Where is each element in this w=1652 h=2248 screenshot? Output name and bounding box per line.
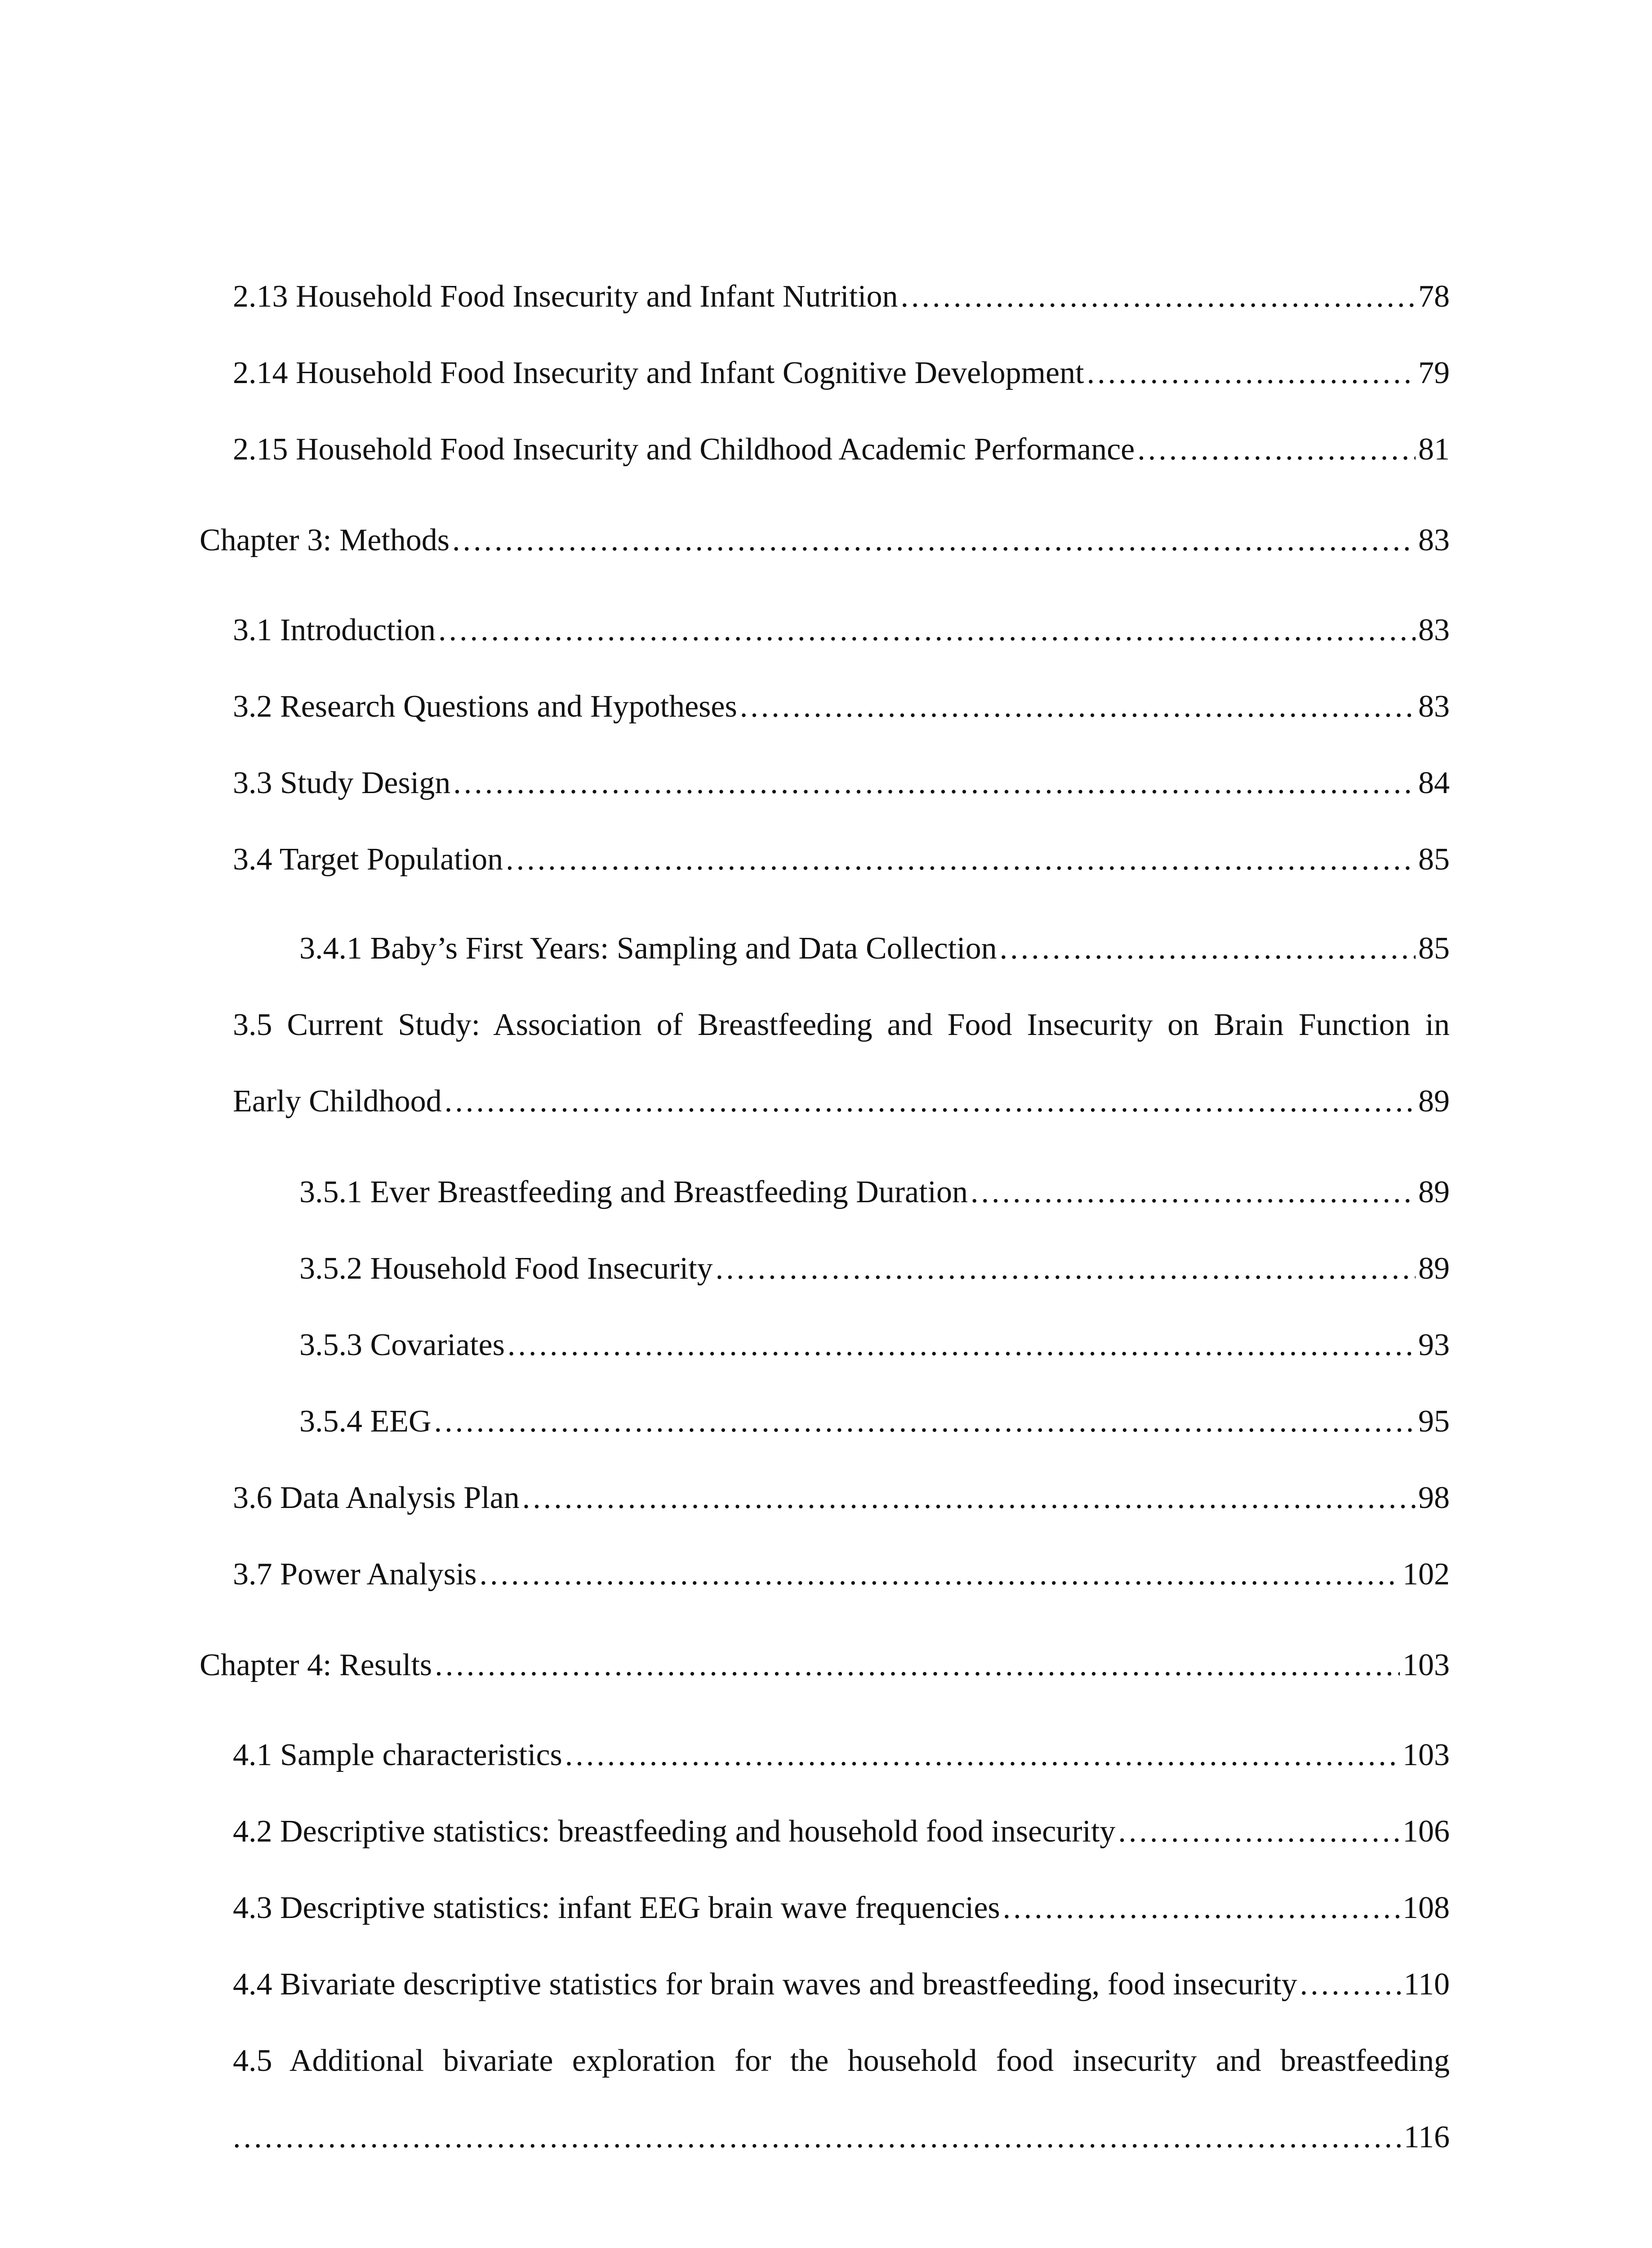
- toc-entry-title: 3.5.1 Ever Breastfeeding and Breastfeeding Duration: [299, 1175, 968, 1209]
- toc-entry-title: 4.4 Bivariate descriptive statistics for brain waves and breastfeeding, food insecurity: [233, 1967, 1297, 2002]
- toc-entry-3-5-2: [299, 1244, 1450, 1293]
- toc-entry-title: 2.15 Household Food Insecurity and Childhood Academic Performance: [233, 432, 1135, 467]
- toc-entry-3-7: [233, 1550, 1450, 1599]
- dot-leader: [452, 516, 1416, 565]
- toc-entry-title: 3.5 Current Study: Association of Breastfeeding and Food Insecurity on Brain Function in: [233, 1008, 1450, 1042]
- toc-entry-title: 3.6 Data Analysis Plan: [233, 1481, 520, 1515]
- toc-entry-3-2: [233, 682, 1450, 731]
- toc-entry-title: 4.5 Additional bivariate exploration for the household food insecurity and breastfeeding: [233, 2043, 1450, 2078]
- toc-entry-2-13: [233, 272, 1450, 321]
- toc-entry-title: 3.2 Research Questions and Hypotheses: [233, 689, 737, 724]
- toc-entry-4-5-line2: [233, 2113, 1450, 2162]
- toc-entry-page: 103: [1403, 1648, 1450, 1682]
- toc-entry-chapter-4: [200, 1641, 1450, 1690]
- toc-entry-page: 103: [1403, 1738, 1450, 1772]
- dot-leader: [1000, 924, 1416, 973]
- toc-entry-page: 85: [1418, 931, 1450, 966]
- dot-leader: [901, 272, 1416, 321]
- toc-entry-page: 84: [1418, 766, 1450, 800]
- toc-entry-title: 3.5.3 Covariates: [299, 1328, 505, 1362]
- toc-entry-title: 2.13 Household Food Insecurity and Infant Nutrition: [233, 279, 898, 314]
- toc-entry-3-5-line1: [233, 1000, 1450, 1050]
- toc-entry-page: 89: [1418, 1084, 1450, 1119]
- toc-entry-2-14: [233, 348, 1450, 398]
- toc-entry-3-4: [233, 835, 1450, 884]
- toc-entry-page: 81: [1418, 432, 1450, 467]
- toc-entry-4-2: [233, 1807, 1450, 1856]
- toc-entry-title: 3.5.2 Household Food Insecurity: [299, 1251, 713, 1286]
- toc-entry-page: 83: [1418, 523, 1450, 558]
- toc-entry-page: 83: [1418, 613, 1450, 647]
- toc-entry-title: Chapter 3: Methods: [200, 523, 450, 558]
- dot-leader: [1137, 425, 1416, 474]
- toc-entry-title: 2.14 Household Food Insecurity and Infant Cognitive Development: [233, 356, 1084, 390]
- toc-entry-3-5-3: [299, 1320, 1450, 1370]
- toc-entry-3-5-1: [299, 1168, 1450, 1217]
- dot-leader: [506, 835, 1416, 884]
- toc-entry-title: 4.1 Sample characteristics: [233, 1738, 562, 1772]
- toc-entry-page: 95: [1418, 1404, 1450, 1439]
- dot-leader: [1118, 1807, 1400, 1856]
- toc-entry-title: 3.4.1 Baby’s First Years: Sampling and Data Collection: [299, 931, 997, 966]
- toc-entry-page: 110: [1403, 1967, 1450, 2002]
- toc-entry-title: 3.7 Power Analysis: [233, 1557, 477, 1592]
- toc-entry-page: 85: [1418, 842, 1450, 877]
- dot-leader: [565, 1731, 1400, 1780]
- toc-entry-3-5-line2: [233, 1077, 1450, 1126]
- toc-entry-4-4: [233, 1960, 1450, 2009]
- toc-entry-3-6: [233, 1473, 1450, 1523]
- toc-entry-title: 3.4 Target Population: [233, 842, 503, 877]
- toc-entry-page: 78: [1418, 279, 1450, 314]
- toc-entry-page: 83: [1418, 689, 1450, 724]
- toc-entry-page: 116: [1403, 2120, 1450, 2154]
- toc-entry-title: Chapter 4: Results: [200, 1648, 432, 1682]
- toc-entry-title: 3.1 Introduction: [233, 613, 436, 647]
- toc-entry-4-3: [233, 1883, 1450, 1933]
- dot-leader: [435, 1641, 1400, 1690]
- dot-leader: [233, 2113, 1401, 2162]
- toc-entry-page: 108: [1403, 1891, 1450, 1925]
- dot-leader: [445, 1077, 1416, 1126]
- toc-entry-chapter-3: [200, 516, 1450, 565]
- toc-entry-3-4-1: [299, 924, 1450, 973]
- toc-entry-page: 89: [1418, 1251, 1450, 1286]
- toc-entry-page: 106: [1403, 1814, 1450, 1849]
- toc-entry-title: 4.2 Descriptive statistics: breastfeeding and household food insecurity: [233, 1814, 1116, 1849]
- toc-entry-4-1: [233, 1731, 1450, 1780]
- toc-entry-page: 79: [1418, 356, 1450, 390]
- toc-entry-2-15: [233, 425, 1450, 474]
- toc-entry-title: 4.3 Descriptive statistics: infant EEG brain wave frequencies: [233, 1891, 1000, 1925]
- toc-entry-3-5-4: [299, 1397, 1450, 1446]
- dot-leader: [480, 1550, 1400, 1599]
- dot-leader: [522, 1473, 1416, 1523]
- toc-entry-page: 98: [1418, 1481, 1450, 1515]
- dot-leader: [508, 1320, 1416, 1370]
- dot-leader: [740, 682, 1416, 731]
- toc-entry-title: 3.5.4 EEG: [299, 1404, 432, 1439]
- dot-leader: [716, 1244, 1416, 1293]
- toc-entry-3-1: [233, 606, 1450, 655]
- toc-entry-title-continued: Early Childhood: [233, 1084, 442, 1119]
- dot-leader: [453, 758, 1416, 808]
- dot-leader: [438, 606, 1416, 655]
- toc-entry-page: 102: [1403, 1557, 1450, 1592]
- toc-entry-4-5-line1: [233, 2036, 1450, 2086]
- dot-leader: [434, 1397, 1416, 1446]
- dot-leader: [1300, 1960, 1401, 2009]
- dot-leader: [1003, 1883, 1400, 1933]
- dot-leader: [971, 1168, 1416, 1217]
- toc-entry-title: 3.3 Study Design: [233, 766, 451, 800]
- toc-entry-3-3: [233, 758, 1450, 808]
- toc-entry-page: 89: [1418, 1175, 1450, 1209]
- dot-leader: [1087, 348, 1416, 398]
- toc-entry-page: 93: [1418, 1328, 1450, 1362]
